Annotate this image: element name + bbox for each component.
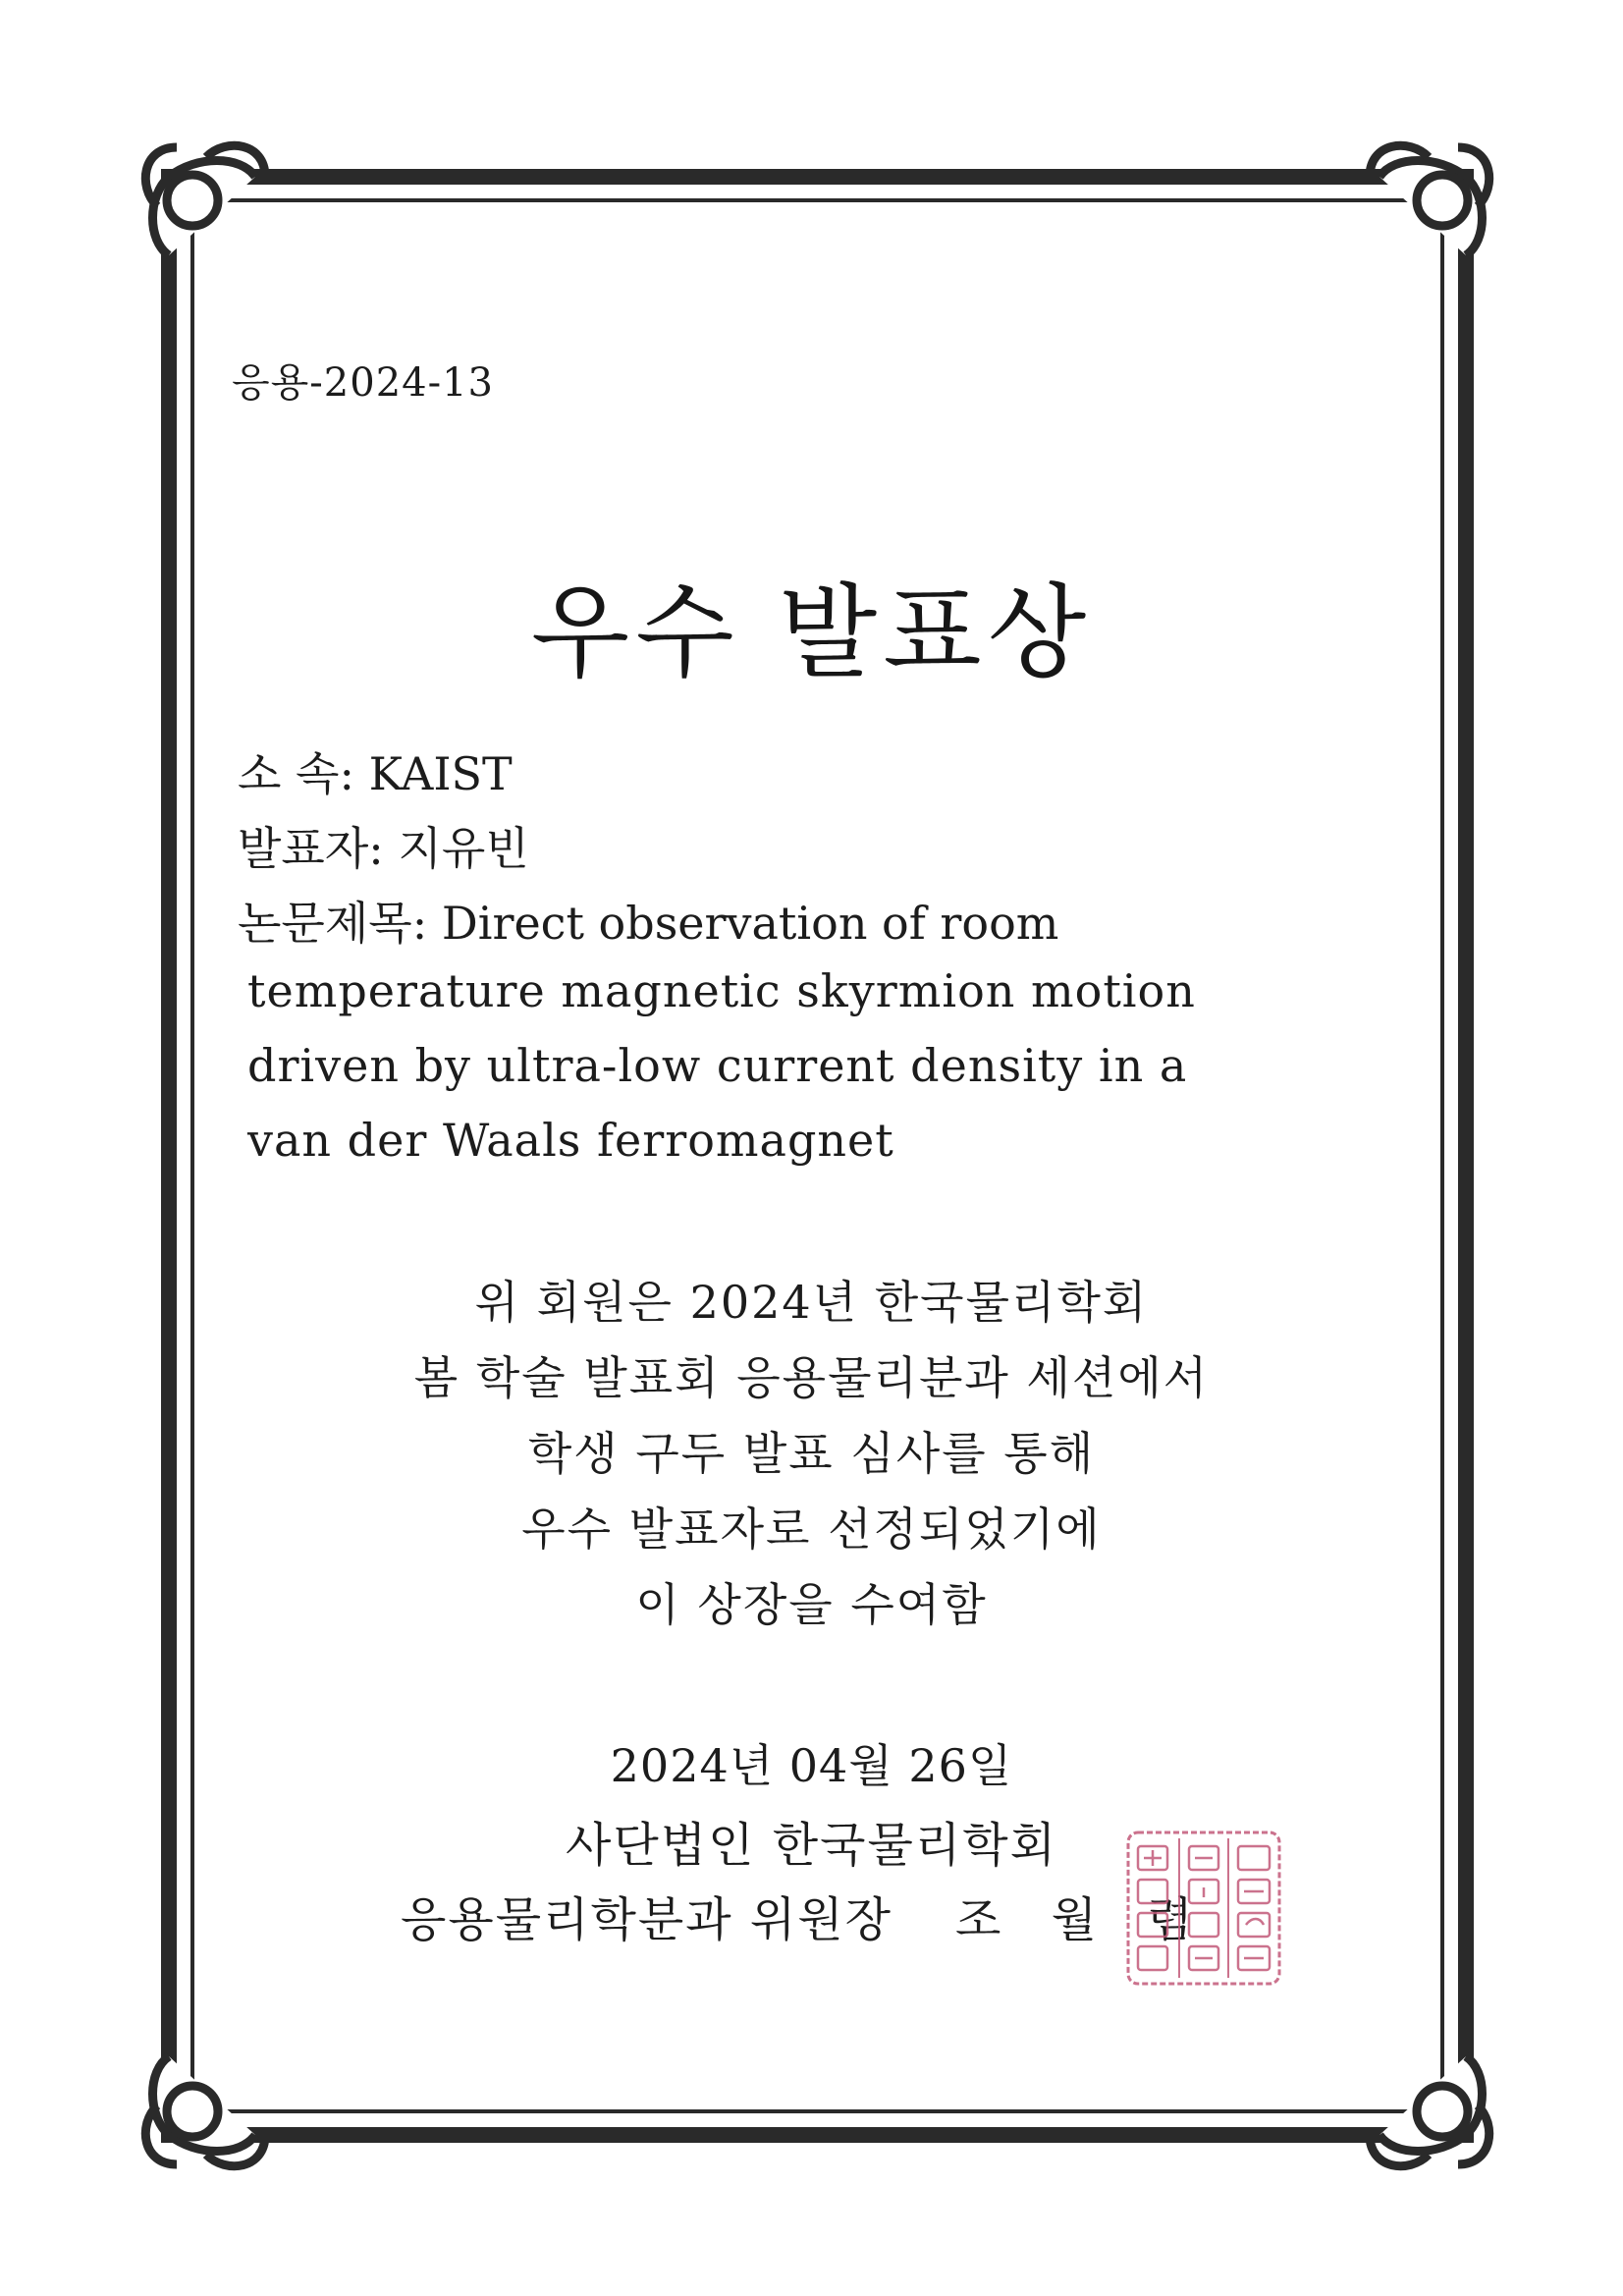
paper-title-row <box>238 888 1058 953</box>
official-seal-stamp <box>1124 1829 1283 1988</box>
chair-title: 응용물리학분과 위원장 <box>401 1892 893 1947</box>
award-date: 2024년 04월 26일 <box>610 1739 1013 1792</box>
paper-title-line: temperature magnetic skyrmion motion <box>247 964 1196 1017</box>
signatory-line <box>401 1882 1211 1949</box>
certificate-title: 우수 발표상 <box>530 572 1093 692</box>
affiliation-row <box>238 738 513 803</box>
paper-title-label: 논문제목: <box>238 897 428 950</box>
award-statement-line: 학생 구두 발표 심사를 통해 <box>527 1427 1096 1480</box>
award-statement-line: 위 회원은 2024년 한국물리학회 <box>474 1276 1149 1329</box>
paper-title-line: driven by ultra-low current density in a <box>247 1039 1188 1092</box>
affiliation-value: KAIST <box>368 747 513 800</box>
paper-title-line: Direct observation of room <box>441 897 1059 950</box>
affiliation-label: 소 속: <box>238 747 354 800</box>
presenter-value: 지유빈 <box>398 822 529 875</box>
award-statement-line: 봄 학술 발표회 응용물리분과 세션에서 <box>413 1351 1210 1404</box>
document-number: 응용-2024-13 <box>232 360 495 406</box>
chair-name: 조 월 렴 <box>954 1892 1211 1947</box>
presenter-label: 발표자: <box>238 822 384 875</box>
award-statement-line: 이 상장을 수여함 <box>635 1578 988 1631</box>
award-statement-line: 우수 발표자로 선정되었기에 <box>521 1503 1102 1556</box>
organization-name: 사단법인 한국물리학회 <box>566 1818 1057 1873</box>
presenter-row <box>238 813 529 878</box>
paper-title-line: van der Waals ferromagnet <box>247 1114 894 1167</box>
